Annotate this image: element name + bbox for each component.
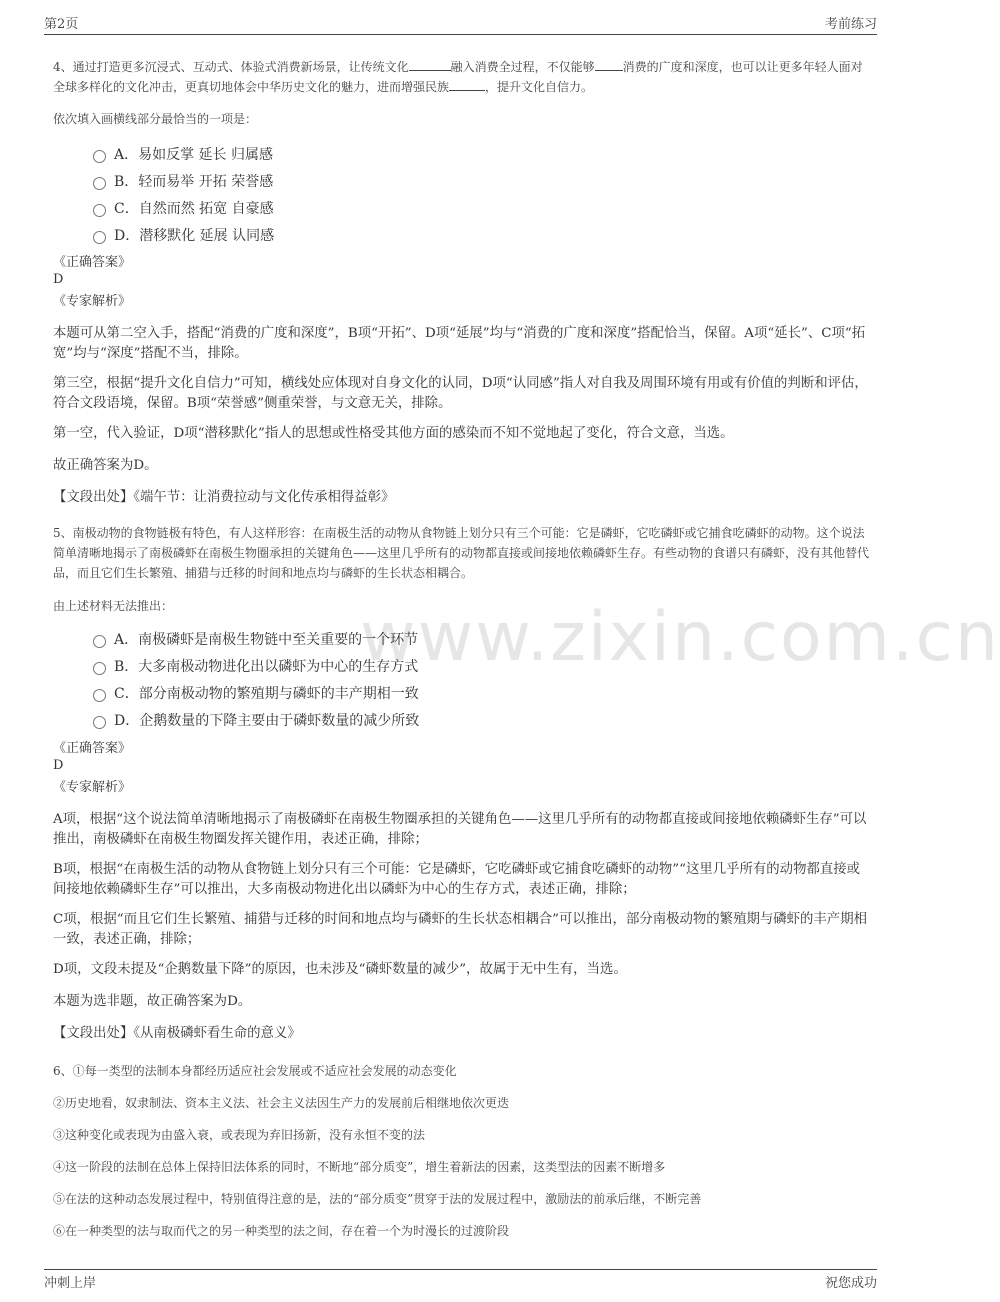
option-label: B．大多南极动物进化出以磷虾为中心的生存方式 (114, 659, 419, 675)
radio-icon[interactable] (93, 662, 106, 675)
q6-item: ⑥在一种类型的法与取而代之的另一种类型的法之间，存在着一个为时漫长的过渡阶段 (53, 1224, 510, 1238)
q4-text-part1: 4、通过打造更多沉浸式、互动式、体验式消费新场景，让传统文化 (53, 60, 409, 74)
q6-item: 6、①每一类型的法制本身都经历适应社会发展或不适应社会发展的动态变化 (53, 1064, 457, 1078)
footer-divider (44, 1269, 877, 1270)
q4-analysis-paragraph: 第一空，代入验证，D项“潜移默化”指人的思想或性格受其他方面的感染而不知不觉地起了变化，符合文意，当选。 (53, 426, 734, 441)
q4-analysis-label: 《专家解析》 (53, 294, 132, 309)
question-4-prompt: 依次填入画横线部分最恰当的一项是： (53, 112, 258, 126)
q4-option-d[interactable] (93, 225, 274, 245)
q5-analysis-paragraph: D项，文段未提及“企鹅数量下降”的原因，也未涉及“磷虾数量的减少”，故属于无中生有，当选。 (53, 962, 627, 977)
q5-analysis-paragraph: A项，根据“这个说法简单清晰地揭示了南极磷虾在南极生物圈承担的关键角色——这里几乎所有的动物都直接或间接地依赖磷虾生存”可以推出，南极磷虾在南极生物圈发挥关键作用，表述正确，排除； (53, 812, 867, 847)
watermark: www.zixin.com.cn (360, 598, 1000, 677)
q4-answer-label: 《正确答案》 (53, 255, 132, 270)
header-category: 考前练习 (824, 17, 877, 32)
q6-item: ③这种变化或表现为由盛入衰，或表现为弃旧扬新，没有永恒不变的法 (53, 1128, 426, 1142)
option-label: C．部分南极动物的繁殖期与磷虾的丰产期相一致 (114, 686, 419, 702)
q4-text-part2: 融入消费全过程，不仅能够 (450, 60, 595, 74)
q5-analysis-label: 《专家解析》 (53, 780, 132, 795)
q5-answer-label: 《正确答案》 (53, 741, 132, 756)
q4-answer: D (53, 272, 64, 287)
q4-text-part3: 消费的广度和深度，也可以让更多年轻人面对全球多样化的文化冲击，更真切地体会中华历史文化的魅力，进而增强民族 (53, 60, 863, 94)
option-label: C．自然而然 拓宽 自豪感 (114, 201, 274, 217)
q4-option-b[interactable] (93, 171, 273, 191)
question-5-text: 5、南极动物的食物链极有特色，有人这样形容：在南极生活的动物从食物链上划分只有三个可能：它是磷虾，它吃磷虾或它捕食吃磷虾的动物。这个说法简单清晰地揭示了南极磷虾在南极生物圈承担的关键角色——这里几乎所有的动物都直接或间接地依赖磷虾生存。有些动物的食谱只有磷虾，没有其他替代品，而且它们生长繁殖、捕猎与迁移的时间和地点均与磷虾的生长状态相耦合。 (53, 526, 870, 580)
option-label: D．企鹅数量的下降主要由于磷虾数量的减少所致 (114, 713, 420, 729)
page-number: 第2页 (44, 17, 79, 32)
q5-option-c[interactable] (93, 683, 419, 703)
q5-analysis-paragraph: C项，根据“而且它们生长繁殖、捕猎与迁移的时间和地点均与磷虾的生长状态相耦合”可以推出，部分南极动物的繁殖期与磷虾的丰产期相一致，表述正确，排除； (53, 912, 867, 947)
radio-icon[interactable] (93, 177, 106, 190)
q5-conclusion: 本题为选非题，故正确答案为D。 (53, 994, 252, 1009)
radio-icon[interactable] (93, 150, 106, 163)
radio-icon[interactable] (93, 231, 106, 244)
header-divider (44, 34, 877, 35)
question-5-prompt: 由上述材料无法推出： (53, 599, 174, 613)
blank-3 (449, 79, 485, 91)
q6-item: ⑤在法的这种动态发展过程中，特别值得注意的是，法的“部分质变”贯穿于法的发展过程中，激励法的前承后继，不断完善 (53, 1192, 702, 1206)
footer-right-text: 祝您成功 (824, 1276, 877, 1291)
radio-icon[interactable] (93, 635, 106, 648)
q4-text-part4: ，提升文化自信力。 (485, 80, 594, 94)
q6-item: ②历史地看，奴隶制法、资本主义法、社会主义法因生产力的发展前后相继地依次更迭 (53, 1096, 510, 1110)
radio-icon[interactable] (93, 204, 106, 217)
q5-source: 【文段出处】《从南极磷虾看生命的意义》 (53, 1026, 301, 1041)
question-4-text (53, 57, 873, 97)
radio-icon[interactable] (93, 716, 106, 729)
blank-1 (409, 59, 451, 71)
q5-analysis-paragraph: B项，根据“在南极生活的动物从食物链上划分只有三个可能：它是磷虾，它吃磷虾或它捕食吃磷虾的动物”“这里几乎所有的动物都直接或间接地依赖磷虾生存”可以推出，大多南极动物进化出以磷虾为中心的生存方式，表述正确，排除； (53, 862, 861, 897)
q4-conclusion: 故正确答案为D。 (53, 458, 158, 473)
option-label: A．南极磷虾是南极生物链中至关重要的一个环节 (114, 632, 419, 648)
q4-analysis-paragraph: 本题可从第二空入手，搭配“消费的广度和深度”，B项“开拓”、D项“延展”均与“消费的广度和深度”搭配恰当，保留。A项“延长”、C项“拓宽”均与“深度”搭配不当，排除。 (53, 326, 866, 361)
q4-option-c[interactable] (93, 198, 274, 218)
q5-option-a[interactable] (93, 629, 418, 649)
q4-analysis-paragraph: 第三空，根据“提升文化自信力”可知，横线处应体现对自身文化的认同，D项“认同感”指人对自我及周围环境有用或有价值的判断和评估，符合文段语境，保留。B项“荣誉感”侧重荣誉，与文意无关，排除。 (53, 376, 868, 411)
q5-option-d[interactable] (93, 710, 419, 730)
radio-icon[interactable] (93, 689, 106, 702)
option-label: B．轻而易举 开拓 荣誉感 (114, 174, 274, 190)
q5-option-b[interactable] (93, 656, 418, 676)
q6-item: ④这一阶段的法制在总体上保持旧法体系的同时，不断地“部分质变”，增生着新法的因素，这类型法的因素不断增多 (53, 1160, 666, 1174)
option-label: D．潜移默化 延展 认同感 (114, 228, 275, 244)
q4-source: 【文段出处】《端午节：让消费拉动与文化传承相得益彰》 (53, 490, 395, 505)
footer-left-text: 冲刺上岸 (44, 1276, 97, 1291)
option-label: A．易如反掌 延长 归属感 (114, 147, 274, 163)
blank-2 (595, 59, 623, 71)
q4-option-a[interactable] (93, 144, 273, 164)
q5-answer: D (53, 758, 64, 773)
